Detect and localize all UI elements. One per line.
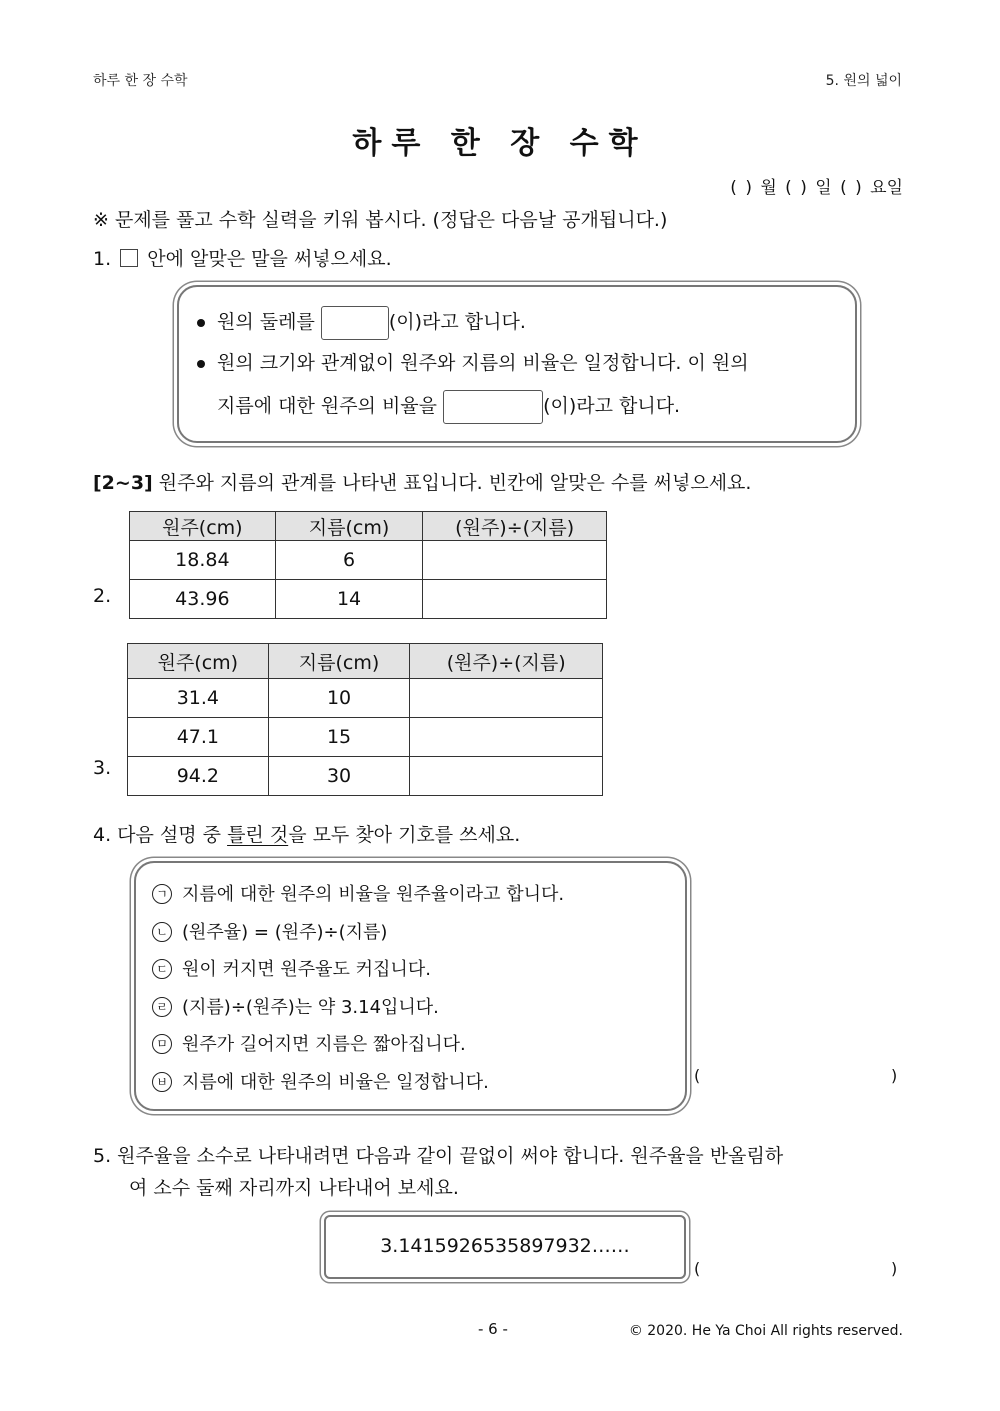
pi-value: 3.1415926535897932…… [380,1235,630,1257]
cell-circumference: 18.84 [130,541,276,580]
list-item [152,1026,564,1064]
cell-diameter: 15 [268,718,410,757]
circled-mark: ㄱ [152,884,172,904]
statement-text: (지름)÷(원주)는 약 3.14입니다. [182,996,439,1018]
q1-line-1 [197,305,526,340]
page-number: - 6 - [478,1320,508,1338]
cell-diameter: 14 [275,580,423,619]
circled-mark: ㅁ [152,1034,172,1054]
header-ratio: (원주)÷(지름) [410,644,603,679]
header-circumference: 원주(cm) [128,644,269,679]
statement-text: 원주가 길어지면 지름은 짧아집니다. [182,1034,466,1055]
question-2-3-bracket: [2~3] [93,472,153,494]
list-item [152,951,564,989]
list-item [152,914,564,952]
table-header-row [128,644,603,679]
answer-cell[interactable] [410,679,603,718]
q1-line-2 [197,348,749,375]
header-chapter: 5. 원의 넓이 [825,73,902,89]
square-box-icon [120,249,138,267]
header-diameter: 지름(cm) [275,512,423,541]
question-2-3-prompt [93,468,751,495]
answer-blank-circumference[interactable] [321,306,389,340]
header-diameter: 지름(cm) [268,644,410,679]
answer-paren-open: ( [694,1259,701,1278]
question-4-prefix: 4. 다음 설명 중 [93,824,222,846]
instruction: ※ 문제를 풀고 수학 실력을 키워 봅시다. (정답은 다음날 공개됩니다.) [93,209,668,231]
bullet-icon [197,360,205,368]
header-ratio: (원주)÷(지름) [423,512,607,541]
q1-line-2-text: 원의 크기와 관계없이 원주와 지름의 비율은 일정합니다. 이 원의 [217,352,749,374]
list-item [152,876,564,914]
statement-text: 원이 커지면 원주율도 커집니다. [182,959,431,980]
table-row [128,757,603,796]
question-2-table [129,511,607,619]
cell-diameter: 30 [268,757,410,796]
answer-paren-close: ) [891,1259,898,1278]
statement-text: 지름에 대한 원주의 비율은 일정합니다. [182,1071,489,1093]
circled-mark: ㄴ [152,922,172,942]
cell-circumference: 47.1 [128,718,269,757]
question-1-text: 안에 알맞은 말을 써넣으세요. [147,248,392,270]
answer-cell[interactable] [410,757,603,796]
header-circumference: 원주(cm) [130,512,276,541]
q1-line-1-before: 원의 둘레를 [217,311,315,333]
cell-circumference: 43.96 [130,580,276,619]
cell-circumference: 94.2 [128,757,269,796]
cell-diameter: 10 [268,679,410,718]
question-1-number: 1. [93,248,112,270]
q1-line-3 [217,389,680,424]
statement-text: (원주율) = (원주)÷(지름) [182,921,388,943]
answer-cell[interactable] [410,718,603,757]
question-4-underlined: 틀린 것 [227,824,289,846]
q1-line-1-after: (이)라고 합니다. [388,311,526,333]
answer-cell[interactable] [423,541,607,580]
statement-text: 지름에 대한 원주의 비율을 원주율이라고 합니다. [182,884,565,905]
table-header-row [130,512,607,541]
answer-paren-close: ) [891,1066,898,1085]
page-title: 하루 한 장 수학 [352,126,648,161]
question-5-line-2: 여 소수 둘째 자리까지 나타내어 보세요. [129,1177,459,1199]
question-4-prompt [93,820,520,847]
table-row [130,580,607,619]
circled-mark: ㅂ [152,1072,172,1092]
question-1-prompt [93,244,392,271]
table-row [130,541,607,580]
table-row [128,679,603,718]
question-2-3-text: 원주와 지름의 관계를 나타낸 표입니다. 빈칸에 알맞은 수를 써넣으세요. [158,472,752,494]
question-3-table [127,643,603,796]
q1-line-3-after: (이)라고 합니다. [543,395,681,417]
question-4-answer-area[interactable] [705,1062,885,1086]
circled-mark: ㄹ [152,997,172,1017]
answer-blank-pi[interactable] [443,390,543,424]
list-item [152,1064,564,1102]
bullet-icon [197,319,205,327]
cell-diameter: 6 [275,541,423,580]
answer-paren-open: ( [694,1066,701,1085]
question-2-number: 2. [93,585,112,607]
date-line: ( ) 월 ( ) 일 ( ) 요일 [730,178,903,198]
question-4-suffix: 을 모두 찾아 기호를 쓰세요. [288,824,521,846]
copyright: © 2020. He Ya Choi All rights reserved. [628,1323,903,1339]
table-row [128,718,603,757]
question-5-line-1: 5. 원주율을 소수로 나타내려면 다음과 같이 끝없이 써야 합니다. 원주율을 반올림하 [93,1145,784,1167]
header-book-title: 하루 한 장 수학 [93,73,188,89]
question-3-number: 3. [93,757,112,779]
list-item [152,989,564,1027]
question-5-answer-area[interactable] [705,1255,885,1279]
circled-mark: ㄷ [152,959,172,979]
cell-circumference: 31.4 [128,679,269,718]
statement-list [152,876,564,1101]
q1-line-3-before: 지름에 대한 원주의 비율을 [217,395,438,417]
answer-cell[interactable] [423,580,607,619]
